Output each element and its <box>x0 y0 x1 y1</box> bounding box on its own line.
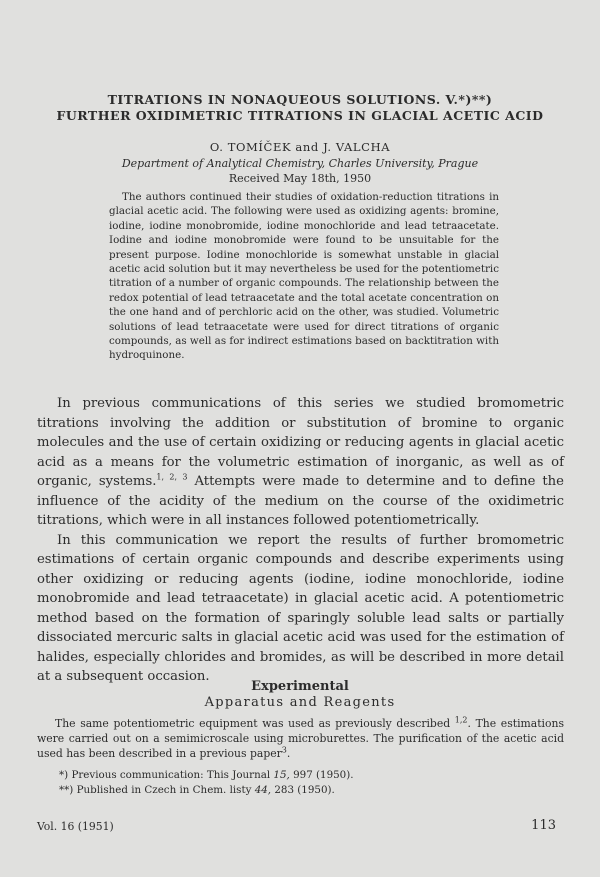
paragraph-1-text-cont: Attempts were made to determine and to define the influence of the acidity of the medium on the course of the oxidimetric titrations, which were in all instances followed potentiometrically. <box>37 474 564 528</box>
footnotes <box>59 768 529 798</box>
experimental-text-part-1: The same potentiometric equipment was used as previously described <box>55 717 455 730</box>
experimental-paragraph <box>37 716 564 761</box>
paragraph-1-text: In previous communications of this series we studied bromometric titrations involving the addition or substitution of bromine to organic molecules and the use of certain oxidizing or reducing agents in glacial acetic acid as a means for the volumetric estimation of inorganic, as well as of organic, systems. <box>37 396 564 489</box>
body-text <box>37 394 564 687</box>
footnote-mark: *) <box>59 769 69 781</box>
paragraph-1 <box>37 394 564 531</box>
article-title-line-2: FURTHER OXIDIMETRIC TITRATIONS IN GLACIAL ACETIC ACID <box>56 108 544 123</box>
footnote-volume: 44, <box>254 784 272 796</box>
page-number: 113 <box>531 818 556 833</box>
footnote-text: 997 (1950). <box>289 769 354 781</box>
footnote-mark: **) <box>59 784 74 796</box>
experimental-text-part-2: . The estimations were carried out on a semimicroscale using microburettes. The purification of the acetic acid used has been described in a previous paper <box>37 717 564 760</box>
footnote-2 <box>59 783 529 798</box>
footnote-text: Previous communication: This Journal <box>68 769 274 781</box>
abstract <box>109 190 499 363</box>
footnote-volume: 15, <box>273 769 290 781</box>
footnote-text: Published in Czech in Chem. listy <box>73 784 255 796</box>
footnote-text: 283 (1950). <box>271 784 335 796</box>
authors: O. TOMÍČEK and J. VALCHA <box>209 140 391 154</box>
footnote-1 <box>59 768 529 783</box>
affiliation: Department of Analytical Chemistry, Charles University, Prague <box>121 157 479 170</box>
abstract-text: The authors continued their studies of oxidation-reduction titrations in glacial acetic acid. The following were used as oxidizing agents: bromine, iodine, iodine monobromide, iodine monochloride and lead tetraacetate. Iodine and iodine monobromide were found to be unsuitable for the present purpose. Iodine monochloride is somewhat unstable in glacial acetic acid solution but it may nevertheless be used for the potentiometric titration of a number of organic compounds. The relationship between the redox potential of lead tetraacetate and the total acetate concentration on the one hand and of perchloric acid on the other, was studied. Volumetric solutions of lead tetraacetate were used for direct titrations of organic compounds, as well as for indirect estimations based on backtitration with hydroquinone. <box>109 191 499 362</box>
experimental-text-part-3: . <box>286 747 291 760</box>
received-date: Received May 18th, 1950 <box>228 172 372 185</box>
subsection-heading: Apparatus and Reagents <box>204 695 396 710</box>
citation-refs: 1,2 <box>454 715 468 725</box>
citation-refs: 3 <box>281 745 287 755</box>
citation-refs: 1, 2, 3 <box>156 472 188 482</box>
paragraph-2: In this communication we report the results of further bromometric estimations of certain organic compounds and describe experiments using other oxidizing or reducing agents (iodine, iodine monochloride, iodine monobromide and lead tetraacetate) in glacial acetic acid. A potentiometric method based on the formation of sparingly soluble lead salts or partially dissociated mercuric salts in glacial acetic acid was used for the estimation of halides, especially chlorides and bromides, as will be described in more detail at a subsequent occasion. <box>37 532 564 684</box>
article-title-line-1: TITRATIONS IN NONAQUEOUS SOLUTIONS. V.*)**) <box>107 92 493 107</box>
section-heading: Experimental <box>251 679 349 694</box>
experimental-text <box>37 716 564 761</box>
volume-info: Vol. 16 (1951) <box>37 820 114 833</box>
